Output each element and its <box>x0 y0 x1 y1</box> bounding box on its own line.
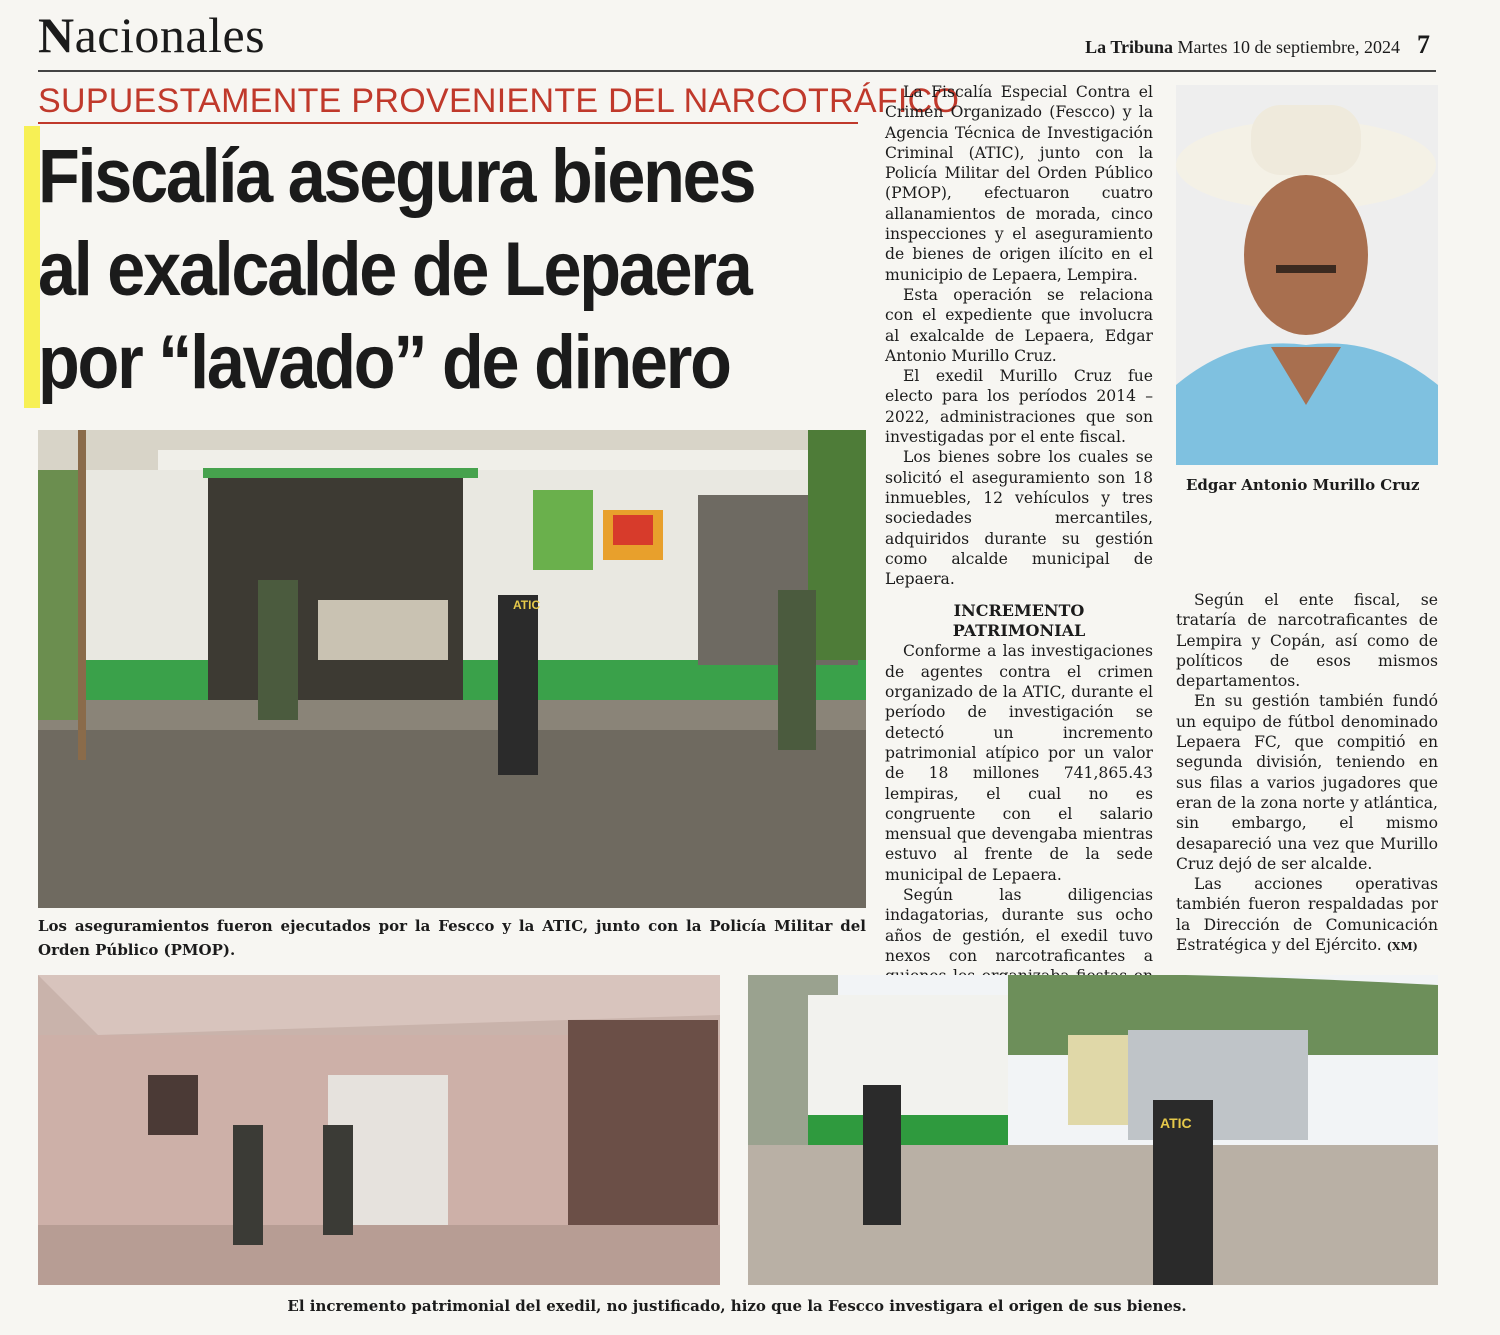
headline-line: Fiscalía asegura bienes <box>38 134 755 219</box>
folio <box>1085 37 1400 58</box>
paragraph: Según las diligencias indagatorias, durante sus ocho años de gestión, el exedil tuvo nexos con narcotraficantes a <box>885 885 1153 965</box>
issue-date: Martes 10 de septiembre, 2024 <box>1177 37 1400 57</box>
section-rest: acionales <box>74 7 266 63</box>
subhead: INCREMENTO PATRIMONIAL <box>952 601 1086 641</box>
portrait-caption: Edgar Antonio Murillo Cruz <box>1186 476 1420 494</box>
main-photo-caption: Los aseguramientos fueron ejecutados por la Fescco y la ATIC, junto con la Policía Militar del Orden Público (PMOP). <box>38 917 866 959</box>
section-title <box>38 6 265 64</box>
section-initial: N <box>38 7 75 63</box>
headline <box>38 130 785 409</box>
bottom-photo-right <box>748 975 1438 1285</box>
vest-label: ATIC <box>513 598 541 612</box>
paragraph: Según el ente fiscal, se trataría de narcotraficantes de Lempira y Copán, así como de políticos de esos mismos departamentos. <box>1176 591 1438 691</box>
header-rule <box>38 70 1436 72</box>
page-number: 7 <box>1417 30 1430 59</box>
portrait-photo <box>1176 85 1438 465</box>
headline-line: al exalcalde de Lepaera <box>38 227 751 312</box>
paragraph: Conforme a las investigaciones de agentes contra el crimen organizado de la ATIC, durante el período de investigación se detectó un incremento patrimonial atípico por un valor de 18 millones 741,865.43 lempiras, el cual no es congruente con el salario mensual que devengaba mientras estuvo al frente de la sede municipal de Lepaera. <box>885 642 1153 884</box>
bottom-caption: El incremento patrimonial del exedil, no justificado, hizo que la Fescco investigara el origen de sus bienes. <box>287 1297 1187 1315</box>
paragraph: Esta operación se relaciona con el expediente que involucra al exalcalde de Lepaera, Edgar Antonio Murillo Cruz. <box>885 285 1153 365</box>
paragraph: El exedil Murillo Cruz fue electo para los períodos 2014 –2022, administraciones que son investigadas por el ente fiscal. <box>885 367 1153 447</box>
bottom-photo-left <box>38 975 720 1285</box>
paragraph-text: Las acciones operativas también fueron respaldadas por la Dirección de Comunicación Estratégica y del Ejército. <box>1176 875 1438 955</box>
main-photo <box>38 430 866 908</box>
article-column-2 <box>1176 590 1438 957</box>
kicker-underline <box>38 122 858 124</box>
byline-tag: (XM) <box>1386 940 1418 954</box>
paragraph <box>1176 874 1438 957</box>
kicker: SUPUESTAMENTE PROVENIENTE DEL NARCOTRÁFICO <box>38 82 960 120</box>
publication-name: La Tribuna <box>1085 37 1174 57</box>
paragraph: La Fiscalía Especial Contra el Crimen Organizado (Fescco) y la Agencia Técnica de Investigación Criminal (ATIC), junto con la Policía Militar del Orden Público (PMOP), efectuaron cuatro allanamientos de morada, cinco inspecciones y el aseguramiento de bienes de origen ilícito en el municipio de Lepaera, Lempira. <box>885 83 1153 284</box>
vest-label: ATIC <box>1160 1115 1192 1131</box>
paragraph: Los bienes sobre los cuales se solicitó el aseguramiento son 18 inmuebles, 12 vehículos y tres sociedades mercantiles, adquiridos durante su gestión como alcalde municipal de Lepaera. <box>885 448 1153 589</box>
paragraph: En su gestión también fundó un equipo de fútbol denominado Lepaera FC, que compitió en segunda división, teniendo en sus filas a varios jugadores que eran de la zona norte y atlántica, sin embargo, el mismo desapareció una vez que Murillo Cruz dejó de ser alcalde. <box>1176 692 1438 873</box>
article-column-1 <box>885 82 1153 1068</box>
headline-line: por “lavado” de dinero <box>38 320 730 405</box>
